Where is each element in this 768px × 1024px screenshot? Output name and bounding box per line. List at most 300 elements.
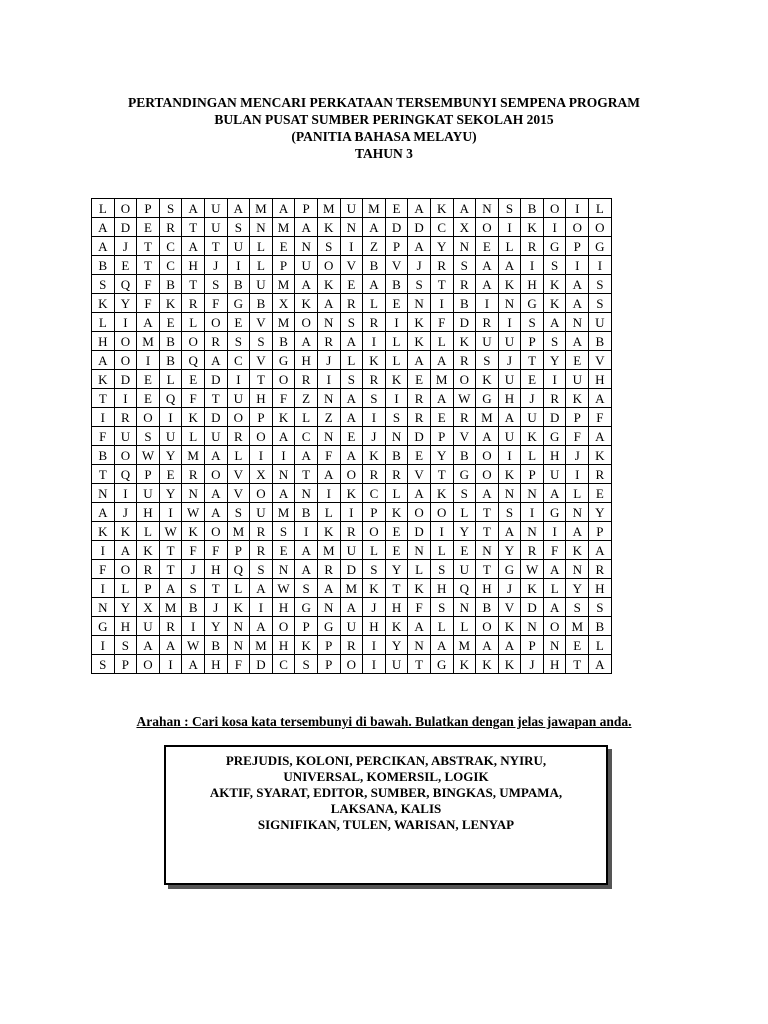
grid-cell[interactable]: R [363,370,386,389]
grid-cell[interactable]: A [204,446,227,465]
grid-cell[interactable]: D [114,370,137,389]
grid-cell[interactable]: X [453,218,476,237]
grid-cell[interactable]: S [317,237,340,256]
grid-cell[interactable]: O [340,465,363,484]
grid-cell[interactable]: I [363,408,386,427]
grid-cell[interactable]: C [159,237,182,256]
grid-cell[interactable]: L [227,579,250,598]
grid-cell[interactable]: A [589,389,612,408]
grid-cell[interactable]: Z [317,408,340,427]
grid-cell[interactable]: B [159,351,182,370]
grid-cell[interactable]: D [408,427,431,446]
grid-cell[interactable]: N [498,294,521,313]
grid-cell[interactable]: U [227,389,250,408]
grid-cell[interactable]: M [182,446,205,465]
grid-cell[interactable]: K [227,598,250,617]
grid-cell[interactable]: U [453,560,476,579]
grid-cell[interactable]: B [159,332,182,351]
grid-cell[interactable]: T [408,655,431,674]
grid-cell[interactable]: R [159,617,182,636]
grid-cell[interactable]: B [521,199,544,218]
grid-cell[interactable]: B [363,256,386,275]
grid-cell[interactable]: P [295,617,318,636]
grid-cell[interactable]: S [498,503,521,522]
grid-cell[interactable]: K [295,636,318,655]
grid-cell[interactable]: R [204,332,227,351]
grid-cell[interactable]: L [250,237,273,256]
grid-cell[interactable]: V [250,351,273,370]
grid-cell[interactable]: H [430,579,453,598]
grid-cell[interactable]: P [295,199,318,218]
grid-cell[interactable]: E [476,237,499,256]
grid-cell[interactable]: S [159,199,182,218]
grid-cell[interactable]: W [182,636,205,655]
grid-cell[interactable]: A [227,199,250,218]
grid-cell[interactable]: U [340,617,363,636]
grid-cell[interactable]: N [476,541,499,560]
grid-cell[interactable]: P [566,408,589,427]
grid-cell[interactable]: I [498,313,521,332]
grid-cell[interactable]: L [92,313,115,332]
grid-cell[interactable]: O [476,218,499,237]
grid-cell[interactable]: S [92,655,115,674]
grid-cell[interactable]: D [204,408,227,427]
grid-cell[interactable]: K [476,655,499,674]
grid-cell[interactable]: I [476,294,499,313]
grid-cell[interactable]: K [498,275,521,294]
grid-cell[interactable]: L [182,427,205,446]
grid-cell[interactable]: A [340,389,363,408]
grid-cell[interactable]: N [521,484,544,503]
grid-cell[interactable]: A [543,313,566,332]
grid-cell[interactable]: I [250,446,273,465]
grid-cell[interactable]: I [137,351,160,370]
grid-cell[interactable]: K [92,294,115,313]
grid-cell[interactable]: S [543,256,566,275]
grid-cell[interactable]: S [589,294,612,313]
grid-cell[interactable]: Y [159,446,182,465]
grid-cell[interactable]: F [227,655,250,674]
grid-cell[interactable]: J [521,389,544,408]
grid-cell[interactable]: I [317,484,340,503]
grid-cell[interactable]: R [430,256,453,275]
grid-cell[interactable]: E [408,446,431,465]
grid-cell[interactable]: L [159,370,182,389]
grid-cell[interactable]: K [340,484,363,503]
grid-cell[interactable]: G [272,351,295,370]
grid-cell[interactable]: I [182,617,205,636]
grid-cell[interactable]: K [92,522,115,541]
grid-cell[interactable]: Y [566,579,589,598]
grid-cell[interactable]: L [589,199,612,218]
grid-cell[interactable]: Y [385,560,408,579]
grid-cell[interactable]: A [340,408,363,427]
grid-cell[interactable]: D [250,655,273,674]
grid-cell[interactable]: O [589,218,612,237]
grid-cell[interactable]: O [137,408,160,427]
grid-cell[interactable]: I [92,541,115,560]
grid-cell[interactable]: O [114,560,137,579]
grid-cell[interactable]: T [430,465,453,484]
grid-cell[interactable]: Q [182,351,205,370]
grid-cell[interactable]: N [295,237,318,256]
grid-cell[interactable]: E [566,636,589,655]
grid-cell[interactable]: I [363,332,386,351]
grid-cell[interactable]: S [182,579,205,598]
grid-cell[interactable]: I [340,237,363,256]
grid-cell[interactable]: J [114,503,137,522]
grid-cell[interactable]: P [272,256,295,275]
grid-cell[interactable]: W [137,446,160,465]
grid-cell[interactable]: I [521,256,544,275]
grid-cell[interactable]: I [498,218,521,237]
grid-cell[interactable]: A [137,313,160,332]
grid-cell[interactable]: X [272,294,295,313]
grid-cell[interactable]: T [204,237,227,256]
grid-cell[interactable]: J [521,655,544,674]
grid-cell[interactable]: I [159,655,182,674]
grid-cell[interactable]: V [589,351,612,370]
grid-cell[interactable]: I [317,370,340,389]
grid-cell[interactable]: B [204,636,227,655]
grid-cell[interactable]: F [543,541,566,560]
grid-cell[interactable]: K [408,313,431,332]
grid-cell[interactable]: K [182,522,205,541]
grid-cell[interactable]: G [227,294,250,313]
grid-cell[interactable]: D [543,408,566,427]
grid-cell[interactable]: T [159,541,182,560]
grid-cell[interactable]: U [114,427,137,446]
grid-cell[interactable]: Y [114,294,137,313]
grid-cell[interactable]: T [137,237,160,256]
grid-cell[interactable]: A [92,351,115,370]
grid-cell[interactable]: K [566,389,589,408]
grid-cell[interactable]: G [543,237,566,256]
grid-cell[interactable]: U [566,370,589,389]
grid-cell[interactable]: L [363,541,386,560]
grid-cell[interactable]: R [453,351,476,370]
grid-cell[interactable]: J [498,351,521,370]
grid-cell[interactable]: T [430,275,453,294]
grid-cell[interactable]: W [272,579,295,598]
grid-cell[interactable]: N [408,541,431,560]
grid-cell[interactable]: E [137,389,160,408]
grid-cell[interactable]: B [589,617,612,636]
grid-cell[interactable]: O [543,199,566,218]
grid-cell[interactable]: A [476,636,499,655]
grid-cell[interactable]: E [385,541,408,560]
grid-cell[interactable]: Y [385,636,408,655]
grid-cell[interactable]: S [453,484,476,503]
grid-cell[interactable]: I [566,199,589,218]
grid-cell[interactable]: O [204,465,227,484]
grid-cell[interactable]: J [566,446,589,465]
grid-cell[interactable]: A [204,484,227,503]
grid-cell[interactable]: E [159,465,182,484]
grid-cell[interactable]: P [430,427,453,446]
grid-cell[interactable]: N [92,598,115,617]
grid-cell[interactable]: B [589,332,612,351]
grid-cell[interactable]: U [498,427,521,446]
grid-cell[interactable]: H [204,560,227,579]
grid-cell[interactable]: E [159,313,182,332]
grid-cell[interactable]: R [543,389,566,408]
grid-cell[interactable]: L [92,199,115,218]
grid-cell[interactable]: A [182,237,205,256]
grid-cell[interactable]: A [363,218,386,237]
grid-cell[interactable]: G [453,465,476,484]
grid-cell[interactable]: P [227,541,250,560]
grid-cell[interactable]: L [250,256,273,275]
grid-cell[interactable]: T [182,218,205,237]
grid-cell[interactable]: U [137,484,160,503]
grid-cell[interactable]: A [498,522,521,541]
grid-cell[interactable]: A [589,655,612,674]
grid-cell[interactable]: K [430,484,453,503]
grid-cell[interactable]: P [137,465,160,484]
grid-cell[interactable]: F [589,408,612,427]
grid-cell[interactable]: E [137,218,160,237]
grid-cell[interactable]: R [250,541,273,560]
grid-cell[interactable]: H [385,598,408,617]
grid-cell[interactable]: G [498,560,521,579]
grid-cell[interactable]: R [227,427,250,446]
grid-cell[interactable]: K [114,522,137,541]
grid-cell[interactable]: A [498,256,521,275]
grid-cell[interactable]: H [543,655,566,674]
grid-cell[interactable]: H [272,598,295,617]
grid-cell[interactable]: U [385,655,408,674]
grid-cell[interactable]: Y [159,484,182,503]
grid-cell[interactable]: O [114,351,137,370]
grid-cell[interactable]: H [543,446,566,465]
grid-cell[interactable]: H [92,332,115,351]
grid-cell[interactable]: N [408,294,431,313]
grid-cell[interactable]: M [272,218,295,237]
grid-cell[interactable]: B [385,275,408,294]
grid-cell[interactable]: L [453,503,476,522]
grid-cell[interactable]: N [385,427,408,446]
grid-cell[interactable]: A [272,484,295,503]
grid-cell[interactable]: J [204,598,227,617]
grid-cell[interactable]: L [340,351,363,370]
grid-cell[interactable]: Y [453,522,476,541]
grid-cell[interactable]: Z [295,389,318,408]
grid-cell[interactable]: I [272,446,295,465]
grid-cell[interactable]: K [385,617,408,636]
grid-cell[interactable]: M [430,370,453,389]
grid-cell[interactable]: K [521,427,544,446]
grid-cell[interactable]: M [272,313,295,332]
grid-cell[interactable]: G [589,237,612,256]
grid-cell[interactable]: P [385,237,408,256]
grid-cell[interactable]: A [566,294,589,313]
grid-cell[interactable]: A [272,199,295,218]
grid-cell[interactable]: O [114,332,137,351]
grid-cell[interactable]: B [92,256,115,275]
grid-cell[interactable]: L [453,617,476,636]
grid-cell[interactable]: U [227,237,250,256]
grid-cell[interactable]: N [272,465,295,484]
grid-cell[interactable]: U [159,427,182,446]
grid-cell[interactable]: R [137,560,160,579]
grid-cell[interactable]: A [159,579,182,598]
grid-cell[interactable]: N [453,598,476,617]
grid-cell[interactable]: N [340,218,363,237]
grid-cell[interactable]: A [137,636,160,655]
grid-cell[interactable]: R [340,636,363,655]
grid-cell[interactable]: F [137,294,160,313]
grid-cell[interactable]: A [295,332,318,351]
grid-cell[interactable]: C [430,218,453,237]
grid-cell[interactable]: W [159,522,182,541]
grid-cell[interactable]: A [272,427,295,446]
grid-cell[interactable]: U [589,313,612,332]
grid-cell[interactable]: N [521,522,544,541]
grid-cell[interactable]: E [453,541,476,560]
grid-cell[interactable]: O [476,446,499,465]
grid-cell[interactable]: U [340,199,363,218]
grid-cell[interactable]: N [227,636,250,655]
grid-cell[interactable]: T [250,370,273,389]
grid-cell[interactable]: N [182,484,205,503]
grid-cell[interactable]: A [408,199,431,218]
grid-cell[interactable]: V [250,313,273,332]
grid-cell[interactable]: S [227,503,250,522]
grid-cell[interactable]: O [137,655,160,674]
grid-cell[interactable]: A [476,256,499,275]
grid-cell[interactable]: F [317,446,340,465]
grid-cell[interactable]: M [137,332,160,351]
grid-cell[interactable]: A [114,541,137,560]
grid-cell[interactable]: A [408,484,431,503]
grid-cell[interactable]: A [566,522,589,541]
grid-cell[interactable]: I [543,218,566,237]
grid-cell[interactable]: S [204,275,227,294]
grid-cell[interactable]: L [137,522,160,541]
grid-cell[interactable]: P [317,655,340,674]
grid-cell[interactable]: O [476,617,499,636]
grid-cell[interactable]: T [137,256,160,275]
grid-cell[interactable]: S [543,332,566,351]
grid-cell[interactable]: A [476,427,499,446]
grid-cell[interactable]: C [272,655,295,674]
grid-cell[interactable]: I [589,256,612,275]
grid-cell[interactable]: F [430,313,453,332]
grid-cell[interactable]: H [182,256,205,275]
grid-cell[interactable]: W [182,503,205,522]
grid-cell[interactable]: I [227,370,250,389]
grid-cell[interactable]: E [137,370,160,389]
grid-cell[interactable]: O [566,218,589,237]
grid-cell[interactable]: C [363,484,386,503]
grid-cell[interactable]: E [408,370,431,389]
grid-cell[interactable]: A [408,351,431,370]
grid-cell[interactable]: T [182,275,205,294]
grid-cell[interactable]: C [227,351,250,370]
grid-cell[interactable]: A [430,389,453,408]
grid-cell[interactable]: J [182,560,205,579]
grid-cell[interactable]: A [363,275,386,294]
grid-cell[interactable]: A [340,332,363,351]
grid-cell[interactable]: P [137,579,160,598]
grid-cell[interactable]: A [543,598,566,617]
grid-cell[interactable]: S [453,256,476,275]
grid-cell[interactable]: E [182,370,205,389]
grid-cell[interactable]: R [408,389,431,408]
grid-cell[interactable]: A [543,560,566,579]
grid-cell[interactable]: I [114,389,137,408]
grid-cell[interactable]: P [317,636,340,655]
grid-cell[interactable]: O [340,655,363,674]
grid-cell[interactable]: H [476,579,499,598]
grid-cell[interactable]: E [227,313,250,332]
grid-cell[interactable]: A [453,199,476,218]
grid-cell[interactable]: A [408,617,431,636]
grid-cell[interactable]: X [137,598,160,617]
grid-cell[interactable]: F [182,541,205,560]
grid-cell[interactable]: N [227,617,250,636]
grid-cell[interactable]: E [385,199,408,218]
grid-cell[interactable]: K [453,332,476,351]
grid-cell[interactable]: Z [363,237,386,256]
grid-cell[interactable]: E [340,275,363,294]
grid-cell[interactable]: N [566,313,589,332]
grid-cell[interactable]: K [317,522,340,541]
grid-cell[interactable]: N [272,560,295,579]
grid-cell[interactable]: R [340,294,363,313]
grid-cell[interactable]: L [295,408,318,427]
grid-cell[interactable]: I [363,636,386,655]
grid-cell[interactable]: I [295,522,318,541]
grid-cell[interactable]: R [589,465,612,484]
grid-cell[interactable]: V [408,465,431,484]
grid-cell[interactable]: H [363,617,386,636]
grid-cell[interactable]: S [295,655,318,674]
grid-cell[interactable]: S [566,598,589,617]
grid-cell[interactable]: N [498,484,521,503]
grid-cell[interactable]: L [498,237,521,256]
grid-cell[interactable]: H [521,275,544,294]
grid-cell[interactable]: A [204,503,227,522]
grid-cell[interactable]: I [543,370,566,389]
grid-cell[interactable]: S [92,275,115,294]
grid-cell[interactable]: D [408,218,431,237]
grid-cell[interactable]: M [159,598,182,617]
grid-cell[interactable]: A [566,332,589,351]
grid-cell[interactable]: N [566,560,589,579]
grid-cell[interactable]: R [453,275,476,294]
grid-cell[interactable]: K [498,617,521,636]
grid-cell[interactable]: L [114,579,137,598]
grid-cell[interactable]: V [498,598,521,617]
grid-cell[interactable]: A [498,636,521,655]
grid-cell[interactable]: I [430,294,453,313]
grid-cell[interactable]: E [385,522,408,541]
grid-cell[interactable]: B [476,598,499,617]
grid-cell[interactable]: T [476,522,499,541]
grid-cell[interactable]: H [137,503,160,522]
grid-cell[interactable]: Y [498,541,521,560]
grid-cell[interactable]: P [521,332,544,351]
grid-cell[interactable]: Q [227,560,250,579]
grid-cell[interactable]: R [363,465,386,484]
grid-cell[interactable]: R [363,313,386,332]
grid-cell[interactable]: F [566,427,589,446]
grid-cell[interactable]: T [476,503,499,522]
grid-cell[interactable]: U [476,332,499,351]
grid-cell[interactable]: K [385,370,408,389]
